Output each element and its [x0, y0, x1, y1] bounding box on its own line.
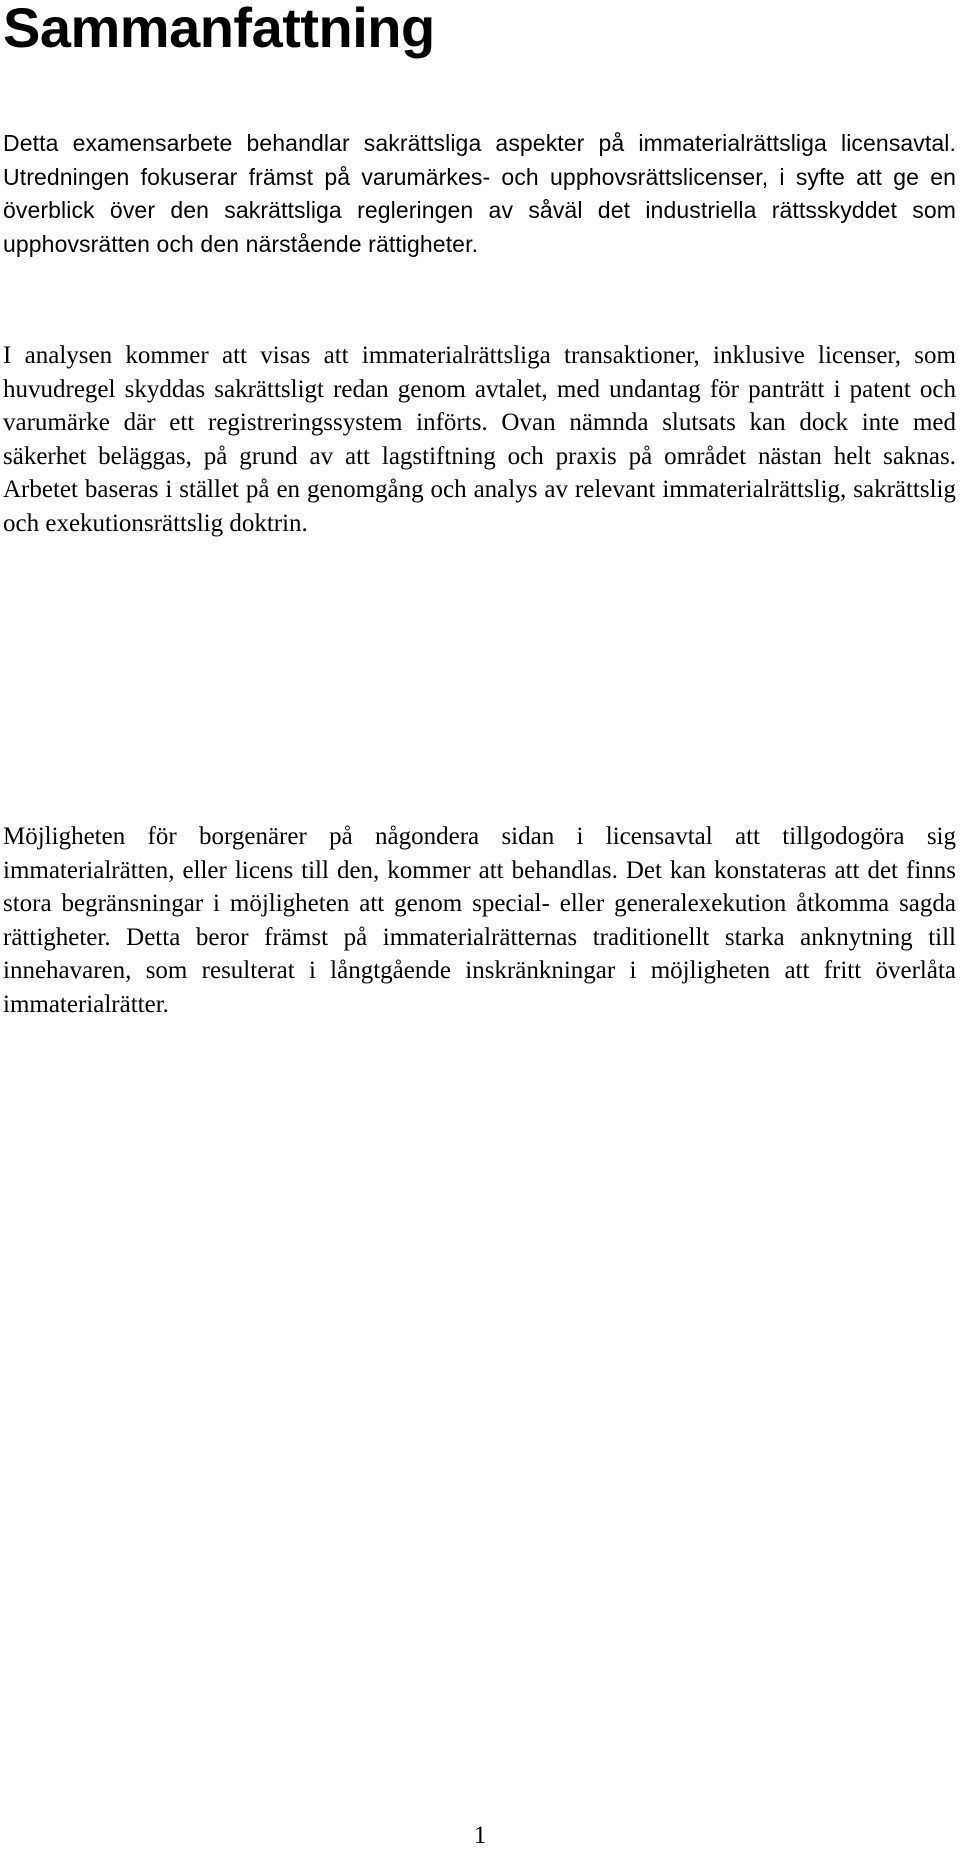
- summary-paragraph-1: Detta examensarbete behandlar sakrättsliga aspekter på immaterialrättsliga licensavtal. Utredningen fokuserar främst på varumärkes- och upphovsrättslicenser, i syfte att ge en överblick över den sakrättsliga regleringen av såväl det industriella rättsskyddet som upphovsrätten och den närstående rättigheter.: [3, 130, 956, 257]
- summary-paragraph-2: I analysen kommer att visas att immaterialrättsliga transaktioner, inklusive licenser, som huvudregel skyddas sakrättsligt redan genom avtalet, med undantag för panträtt i patent och varumärke där ett registreringssystem införts. Ovan nämnda slutsats kan dock inte med säkerhet beläggas, på grund av att lagstiftning och praxis på området nästan helt saknas. Arbetet baseras i stället på en genomgång och analys av relevant immaterialrättslig, sakrättslig och exekutionsrättslig doktrin.: [3, 342, 956, 537]
- summary-paragraph-3: Möjligheten för borgenärer på någondera sidan i licensavtal att tillgodogöra sig immaterialrätten, eller licens till den, kommer att behandlas. Det kan konstateras att det finns stora begränsningar i möjligheten att genom special- eller generalexekution åtkomma sagda rättigheter. Detta beror främst på immaterialrätternas traditionellt starka anknytning till innehavaren, som resulterat i långtgående inskränkningar i möjligheten att fritt överlåta immaterialrätter.: [3, 823, 956, 1018]
- page-title: Sammanfattning: [3, 0, 435, 59]
- page-number: 1: [473, 1822, 487, 1849]
